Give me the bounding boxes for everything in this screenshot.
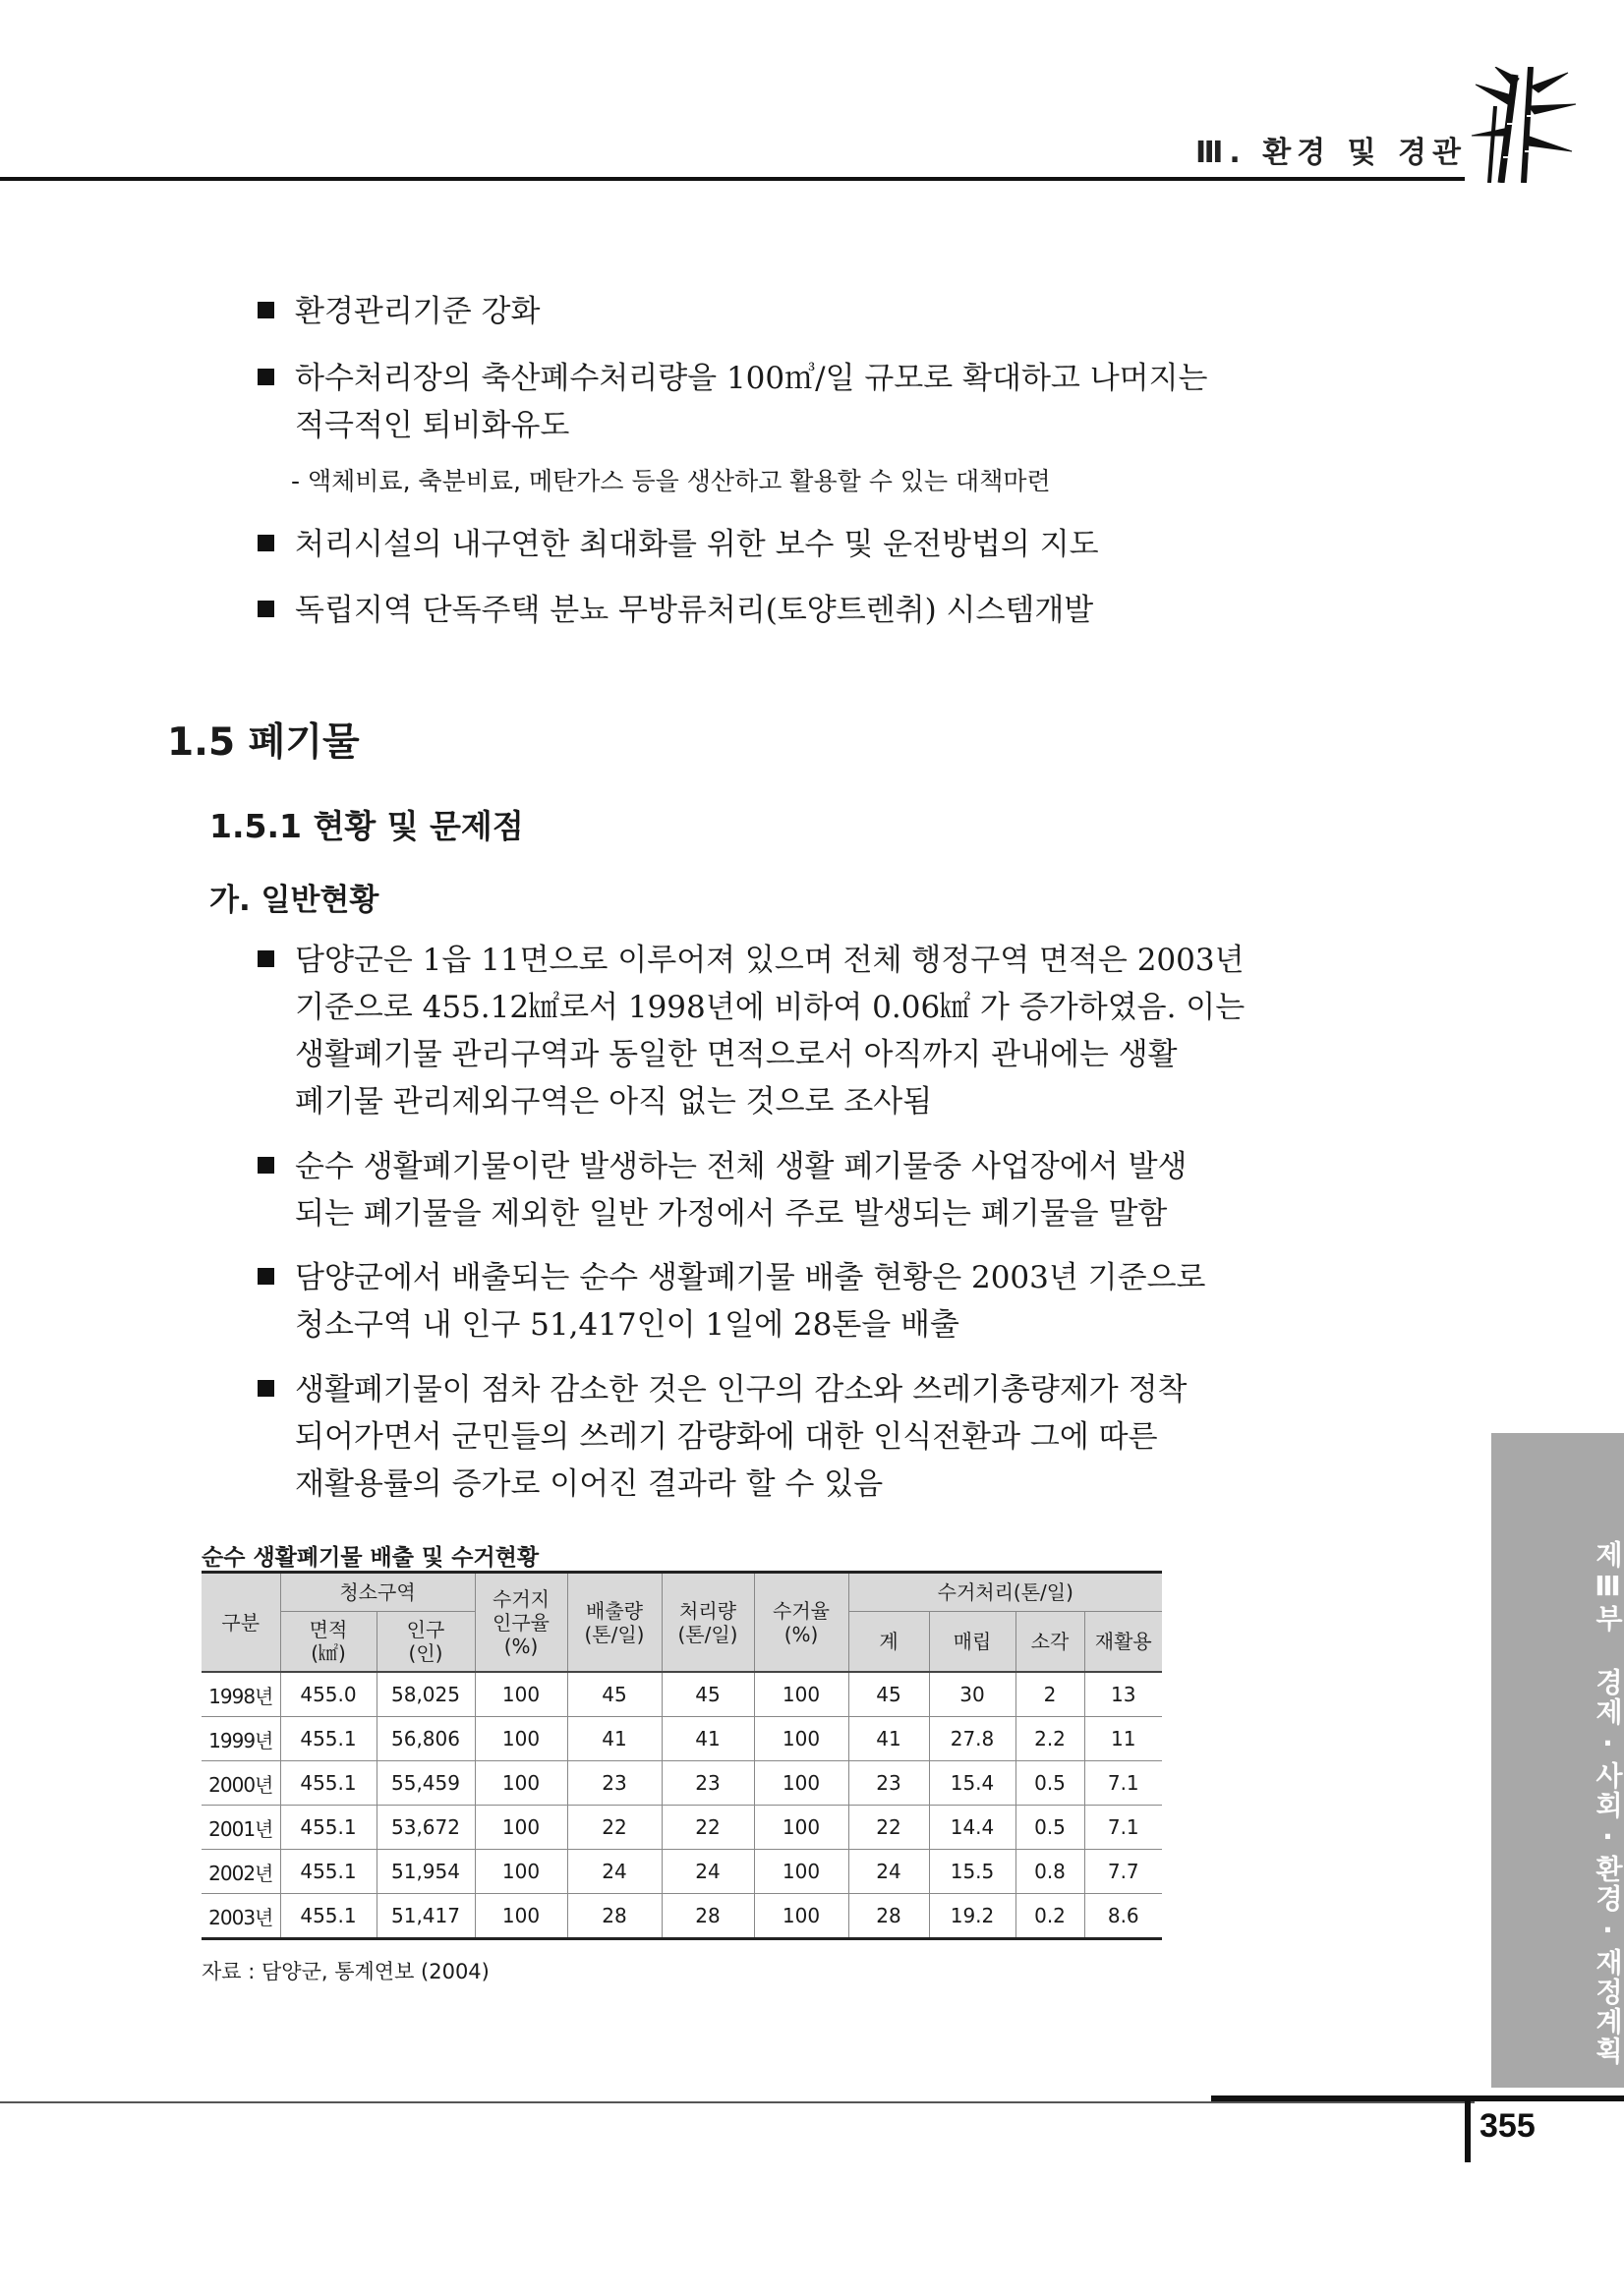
header-recycling: 재활용	[1084, 1612, 1162, 1673]
bullet-text: 순수 생활폐기물이란 발생하는 전체 생활 폐기물중 사업장에서 발생	[295, 1149, 1188, 1184]
table-cell: 100	[475, 1850, 567, 1894]
table-cell: 100	[475, 1806, 567, 1850]
table-cell: 41	[848, 1717, 929, 1761]
bullet-text: 재활용률의 증가로 이어진 결과라 할 수 있음	[295, 1466, 884, 1502]
table-cell: 455.1	[280, 1894, 377, 1939]
bullet-text: 환경관리기준 강화	[295, 294, 541, 329]
table-cell: 55,459	[377, 1761, 475, 1806]
table-cell: 455.0	[280, 1672, 377, 1717]
table-cell: 2000년	[202, 1761, 280, 1806]
table-cell: 2001년	[202, 1806, 280, 1850]
table-cell: 23	[848, 1761, 929, 1806]
table-cell: 100	[754, 1761, 848, 1806]
table-cell: 2002년	[202, 1850, 280, 1894]
table-cell: 53,672	[377, 1806, 475, 1850]
table-row	[202, 1850, 1162, 1894]
table-cell: 14.4	[929, 1806, 1015, 1850]
header-line: 처리량	[679, 1598, 736, 1623]
header-unit: (%)	[783, 1622, 819, 1646]
table-cell: 13	[1084, 1672, 1162, 1717]
table-cell: 56,806	[377, 1717, 475, 1761]
table-cell: 2.2	[1015, 1717, 1084, 1761]
table-cell: 1999년	[202, 1717, 280, 1761]
bullet-text: 되는 폐기물을 제외한 일반 가정에서 주로 발생되는 폐기물을 말함	[295, 1196, 1168, 1232]
table-cell: 51,954	[377, 1850, 475, 1894]
table-row	[202, 1672, 1162, 1717]
table-cell: 23	[662, 1761, 754, 1806]
table-cell: 23	[567, 1761, 662, 1806]
table-row	[202, 1717, 1162, 1761]
header-line: 인구	[406, 1618, 445, 1641]
bullet-text: 청소구역 내 인구 51,417인이 1일에 28톤을 배출	[295, 1307, 959, 1343]
header-incineration: 소각	[1015, 1612, 1084, 1673]
table-cell: 100	[754, 1717, 848, 1761]
table-cell: 24	[848, 1850, 929, 1894]
header-line: 배출량	[586, 1598, 643, 1623]
header-unit: (㎢)	[311, 1641, 346, 1665]
table-cell: 100	[754, 1850, 848, 1894]
table-cell: 0.2	[1015, 1894, 1084, 1939]
chapter-title: Ⅲ. 환경 및 경관	[1195, 136, 1467, 170]
table-cell: 24	[567, 1850, 662, 1894]
table-cell: 41	[567, 1717, 662, 1761]
header-collection-pop-rate	[475, 1573, 567, 1673]
bullet-square-icon	[258, 950, 274, 967]
table-cell: 45	[662, 1672, 754, 1717]
table-cell: 100	[475, 1672, 567, 1717]
table-cell: 100	[754, 1894, 848, 1939]
section-title: 1.5 폐기물	[167, 720, 360, 765]
table-row	[202, 1806, 1162, 1850]
bullet-square-icon	[258, 369, 274, 385]
bullet-square-icon	[258, 601, 274, 617]
bullet-square-icon	[258, 535, 274, 551]
table-cell: 100	[754, 1672, 848, 1717]
header-unit: (%)	[503, 1634, 539, 1658]
table-cell: 1998년	[202, 1672, 280, 1717]
subsection-title: 1.5.1 현황 및 문제점	[209, 807, 524, 845]
table-cell: 28	[848, 1894, 929, 1939]
header-cleaning-area: 청소구역	[280, 1573, 475, 1612]
header-rule	[0, 177, 1465, 181]
bullet-text: 적극적인 퇴비화유도	[295, 408, 570, 443]
table-cell: 100	[754, 1806, 848, 1850]
table-cell: 19.2	[929, 1894, 1015, 1939]
table-cell: 15.5	[929, 1850, 1015, 1894]
footer-rule-thick	[1211, 2095, 1624, 2101]
table-cell: 45	[848, 1672, 929, 1717]
table-cell: 8.6	[1084, 1894, 1162, 1939]
table-title: 순수 생활폐기물 배출 및 수거현황	[202, 1545, 540, 1571]
bullet-text: 기준으로 455.12㎢로서 1998년에 비하여 0.06㎢ 가 증가하였음. 이는	[295, 990, 1246, 1025]
table-cell: 455.1	[280, 1850, 377, 1894]
table-cell: 27.8	[929, 1717, 1015, 1761]
bullet-text: 처리시설의 내구연한 최대화를 위한 보수 및 운전방법의 지도	[295, 527, 1099, 562]
bullet-square-icon	[258, 302, 274, 318]
table-cell: 455.1	[280, 1806, 377, 1850]
table-source: 자료 : 담양군, 통계연보 (2004)	[202, 1960, 490, 1983]
table-cell: 7.1	[1084, 1806, 1162, 1850]
table-cell: 2003년	[202, 1894, 280, 1939]
header-line: 수거지	[493, 1586, 550, 1611]
table-cell: 22	[848, 1806, 929, 1850]
header-disposal: 수거처리(톤/일)	[848, 1573, 1162, 1612]
table-cell: 100	[475, 1761, 567, 1806]
table-row	[202, 1761, 1162, 1806]
table-cell: 7.1	[1084, 1761, 1162, 1806]
table-cell: 455.1	[280, 1761, 377, 1806]
table-cell: 41	[662, 1717, 754, 1761]
bullet-text: 독립지역 단독주택 분뇨 무방류처리(토양트렌취) 시스템개발	[295, 593, 1094, 628]
header-treatment	[662, 1573, 754, 1673]
table-cell: 100	[475, 1894, 567, 1939]
header-total: 계	[848, 1612, 929, 1673]
table-cell: 51,417	[377, 1894, 475, 1939]
bullet-text: 담양군은 1읍 11면으로 이루어져 있으며 전체 행정구역 면적은 2003년	[295, 943, 1245, 978]
table-cell: 15.4	[929, 1761, 1015, 1806]
table-cell: 30	[929, 1672, 1015, 1717]
table-cell: 0.5	[1015, 1806, 1084, 1850]
table-cell: 45	[567, 1672, 662, 1717]
sub-bullet-text: - 액체비료, 축분비료, 메탄가스 등을 생산하고 활용할 수 있는 대책마련	[291, 467, 1051, 495]
header-line: 수거율	[773, 1598, 830, 1623]
waste-table	[202, 1571, 1162, 1940]
table-cell: 2	[1015, 1672, 1084, 1717]
header-population	[377, 1612, 475, 1673]
table-cell: 22	[567, 1806, 662, 1850]
header-line: 인구율	[493, 1610, 550, 1635]
table-cell: 0.5	[1015, 1761, 1084, 1806]
table-cell: 58,025	[377, 1672, 475, 1717]
bullet-text: 폐기물 관리제외구역은 아직 없는 것으로 조사됨	[295, 1084, 933, 1119]
side-tab-label: 제Ⅲ부 경제·사회·환경·재정계획	[1592, 1539, 1624, 2066]
bullet-text: 되어가면서 군민들의 쓰레기 감량화에 대한 인식전환과 그에 따른	[295, 1419, 1158, 1455]
subheading: 가. 일반현황	[209, 883, 379, 918]
header-unit: (톤/일)	[677, 1622, 738, 1646]
table-cell: 24	[662, 1850, 754, 1894]
table-cell: 11	[1084, 1717, 1162, 1761]
header-collection-rate	[754, 1573, 848, 1673]
table-body	[202, 1672, 1162, 1939]
bullet-text: 생활폐기물 관리구역과 동일한 면적으로서 아직까지 관내에는 생활	[295, 1037, 1178, 1072]
table-cell: 455.1	[280, 1717, 377, 1761]
header-unit: (인)	[408, 1641, 443, 1665]
bamboo-icon	[1470, 67, 1578, 183]
table-cell: 22	[662, 1806, 754, 1850]
bullet-square-icon	[258, 1268, 274, 1285]
header-category: 구분	[202, 1573, 280, 1673]
table-cell: 28	[567, 1894, 662, 1939]
table-cell: 28	[662, 1894, 754, 1939]
page-number: 355	[1479, 2107, 1536, 2145]
footer-rule	[0, 2101, 1475, 2103]
table-cell: 0.8	[1015, 1850, 1084, 1894]
bullet-square-icon	[258, 1380, 274, 1397]
table-row	[202, 1894, 1162, 1939]
header-line: 면적	[309, 1618, 348, 1641]
header-unit: (톤/일)	[584, 1622, 645, 1646]
table-header-row	[202, 1573, 1162, 1612]
header-landfill: 매립	[929, 1612, 1015, 1673]
side-tab	[1491, 1433, 1624, 2088]
bullet-text: 생활폐기물이 점차 감소한 것은 인구의 감소와 쓰레기총량제가 정착	[295, 1372, 1188, 1407]
header-area	[280, 1612, 377, 1673]
table-cell: 7.7	[1084, 1850, 1162, 1894]
table-cell: 100	[475, 1717, 567, 1761]
bullet-text: 담양군에서 배출되는 순수 생활폐기물 배출 현황은 2003년 기준으로	[295, 1260, 1206, 1295]
page-number-bar	[1465, 2099, 1471, 2162]
header-emission	[567, 1573, 662, 1673]
bullet-text: 하수처리장의 축산폐수처리량을 100㎥/일 규모로 확대하고 나머지는	[295, 361, 1208, 396]
bullet-square-icon	[258, 1157, 274, 1174]
